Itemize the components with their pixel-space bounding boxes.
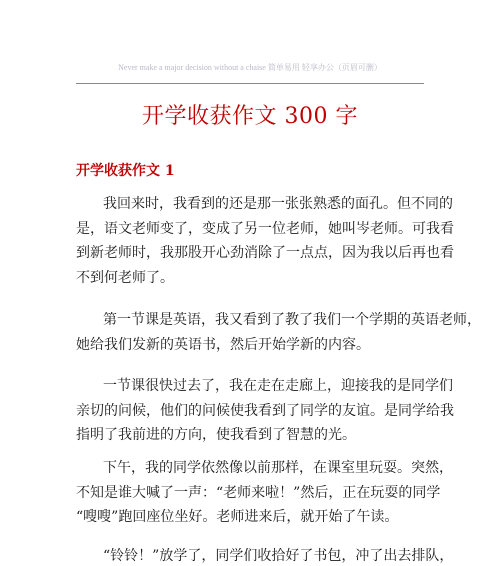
paragraph-line: 我回来时，我看到的还是那一张张熟悉的面孔。但不同的 xyxy=(103,196,453,212)
header-divider xyxy=(76,83,424,84)
paragraph-line: 下午，我的同学依然像以前那样，在课室里玩耍。突然， xyxy=(103,460,453,476)
paragraph-line: 指明了我前进的方向，使我看到了智慧的光。 xyxy=(76,427,356,443)
paragraph-line: “嗖嗖”跑回座位坐好。老师进来后，就开始了午读。 xyxy=(76,509,399,525)
paragraph-3 xyxy=(76,374,454,448)
paragraph-line: 不知是谁大喊了一声：“老师来啦！”然后，正在玩耍的同学 xyxy=(76,484,441,501)
paragraph-2 xyxy=(76,308,481,357)
document-title: 开学收获作文 300 字 xyxy=(142,104,358,129)
paragraph-line: 第一节课是英语，我又看到了教了我们一个学期的英语老师， xyxy=(103,312,481,328)
paragraph-5 xyxy=(76,544,454,566)
paragraph-line: 是，语文老师变了，变成了另一位老师，她叫岑老师。可我看 xyxy=(76,220,454,237)
paragraph-line: 亲切的问候，他们的问候使我看到了同学的友谊。是同学给我 xyxy=(76,402,454,419)
paragraph-line: 不到何老师了。 xyxy=(76,269,174,286)
paragraph-4 xyxy=(76,456,453,530)
paragraph-line: 一节课很快过去了，我在走在走廊上，迎接我的是同学们 xyxy=(103,378,453,394)
paragraph-line: 她给我们发新的英语书，然后开始学新的内容。 xyxy=(76,336,370,353)
paragraph-1 xyxy=(76,192,454,290)
page-header-note: Never make a major decision without a chaise 简单易用 轻享办公（页眉可删） xyxy=(118,63,382,72)
paragraph-line: 到新老师时，我那股开心劲消除了一点点，因为我以后再也看 xyxy=(76,245,454,261)
section-heading: 开学收获作文 1 xyxy=(76,163,175,179)
paragraph-line: “铃铃！”放学了，同学们收拾好了书包，冲了出去排队， xyxy=(103,548,454,564)
